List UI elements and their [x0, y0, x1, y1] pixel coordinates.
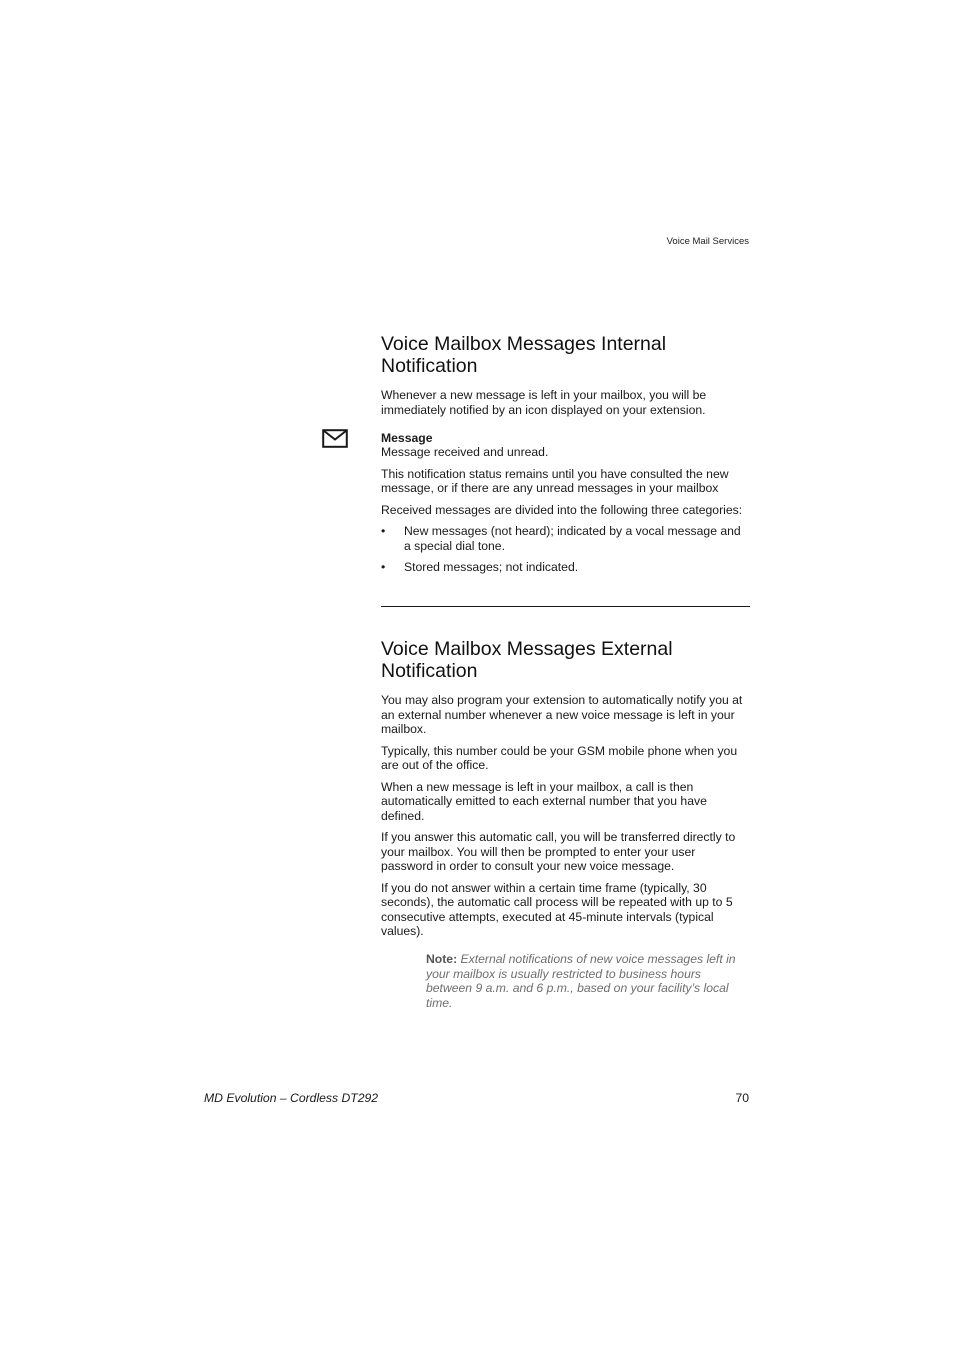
- list-item: • New messages (not heard); indicated by a vocal message and a special dial tone.: [381, 524, 741, 553]
- footer-doc-title: MD Evolution – Cordless DT292: [204, 1091, 379, 1105]
- paragraph: If you answer this automatic call, you will be transferred directly to your mailbox. You will then be prompted to enter your user password in order to consult your new voice message.: [381, 830, 736, 873]
- categories-list: [381, 524, 750, 575]
- page-number: 70: [735, 1091, 749, 1105]
- running-header: Voice Mail Services: [666, 236, 749, 247]
- section-title: Voice Mailbox Messages External Notification: [381, 638, 673, 682]
- list-item: • Stored messages; not indicated.: [381, 560, 579, 574]
- paragraph: You may also program your extension to automatically notify you at an external number whenever a new voice message is left in your mailbox.: [381, 693, 743, 736]
- message-label: Message: [381, 431, 433, 445]
- status-paragraph: This notification status remains until you have consulted the new message, or if there are any unread messages in your mailbox: [381, 466, 729, 495]
- paragraph: If you do not answer within a certain time frame (typically, 30 seconds), the automatic call process will be repeated with up to 5 consecutive attempts, executed at 45-minute intervals (typical values).: [381, 880, 733, 938]
- paragraph: Typically, this number could be your GSM mobile phone when you are out of the office.: [381, 743, 738, 772]
- categories-intro: Received messages are divided into the following three categories:: [381, 502, 743, 517]
- note-label: Note:: [426, 952, 458, 966]
- message-definition: [381, 431, 750, 582]
- envelope-icon: [322, 429, 348, 453]
- message-description: Message received and unread.: [381, 445, 549, 459]
- paragraph: When a new message is left in your mailbox, a call is then automatically emitted to each external number that you have defined.: [381, 779, 707, 823]
- note-box: [426, 952, 748, 1010]
- section-intro: Whenever a new message is left in your mailbox, you will be immediately notified by an icon displayed on your extension.: [381, 388, 707, 417]
- section-title: Voice Mailbox Messages Internal Notification: [381, 333, 667, 377]
- section-external-notification: [381, 638, 750, 946]
- section-divider: [381, 606, 750, 607]
- note-text: External notifications of new voice messages left in your mailbox is usually restricted to business hours between 9 a.m. and 6 p.m., based on your facility’s local time.: [426, 952, 736, 1010]
- section-internal-notification: [381, 333, 750, 417]
